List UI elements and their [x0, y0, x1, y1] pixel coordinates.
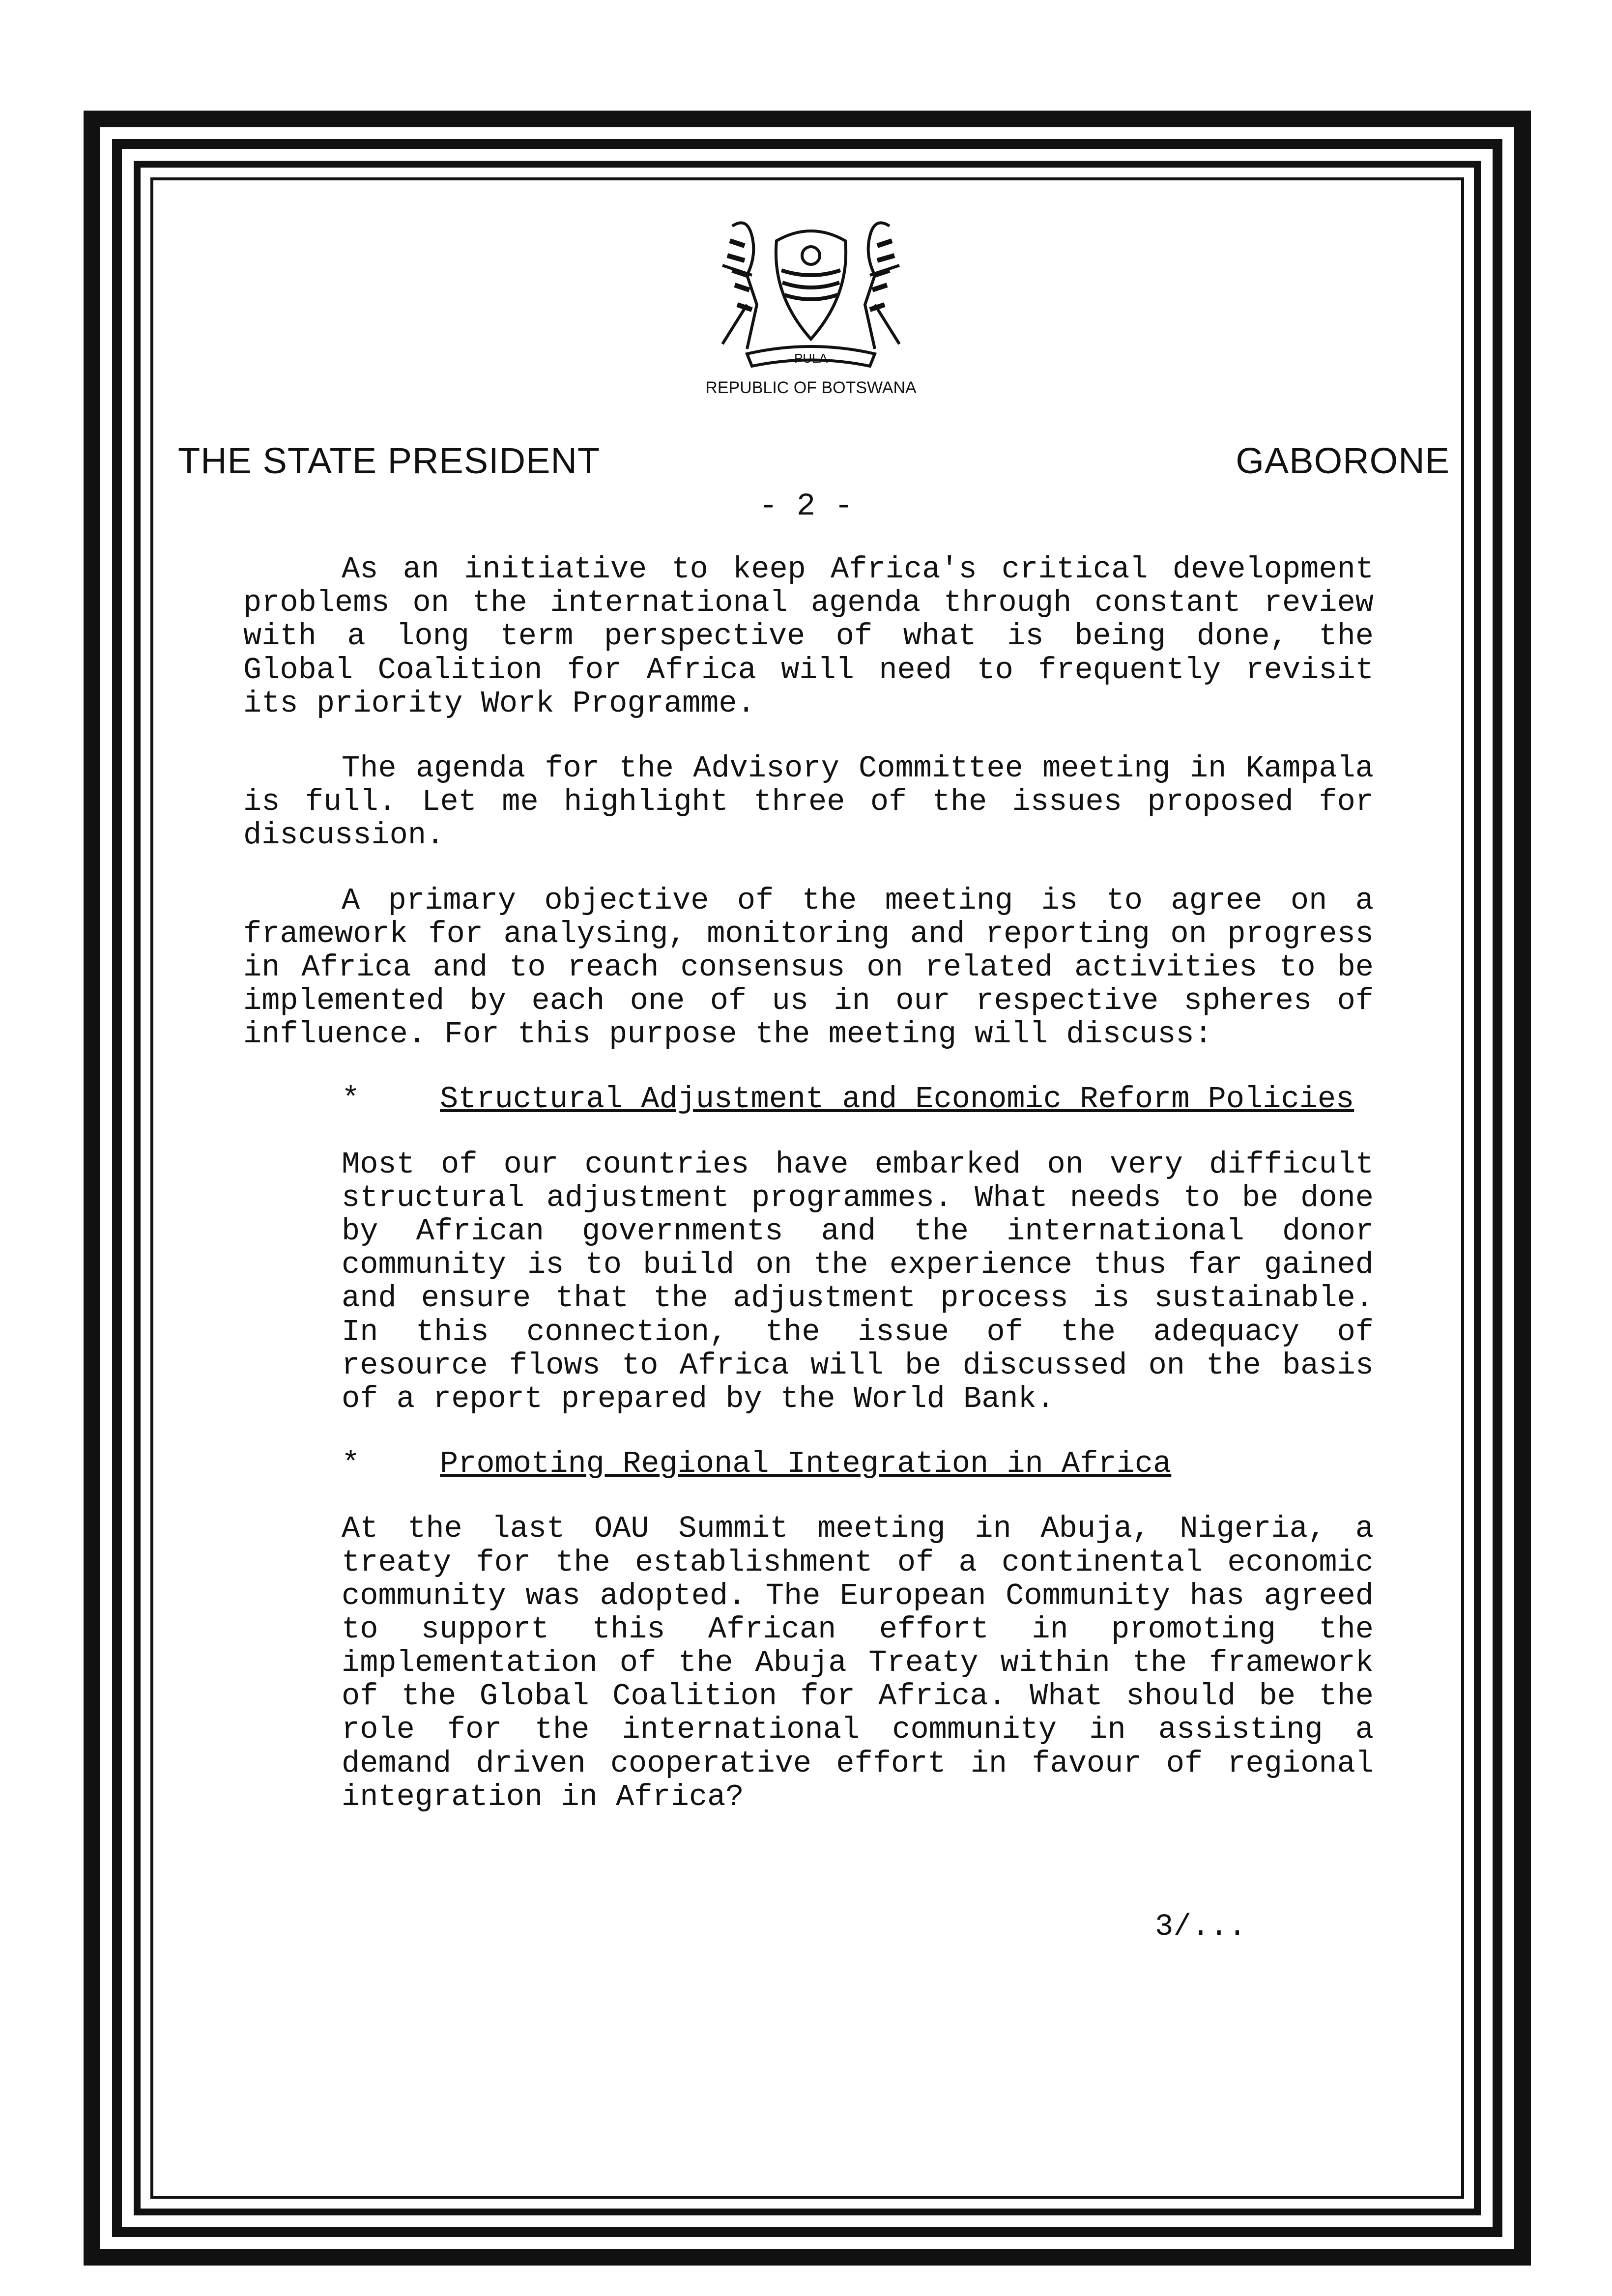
- paragraph: The agenda for the Advisory Committee meeting in Kampala is full. Let me highlight three of the issues proposed for discussion.: [243, 750, 1374, 853]
- paragraph: As an initiative to keep Africa's critical development problems on the international agenda through constant review with a long term perspective of what is being done, the Global Coalition for Africa will need to frequently revisit its priority Work Programme.: [243, 552, 1374, 721]
- bullet-heading-text: Promoting Regional Integration in Africa: [440, 1446, 1172, 1482]
- bullet-marker: *: [342, 1446, 360, 1482]
- svg-text:PULA: PULA: [794, 351, 828, 366]
- bullet-heading-text: Structural Adjustment and Economic Reform Policies: [440, 1082, 1354, 1117]
- bullet-marker: *: [342, 1082, 360, 1117]
- bullet-heading: [342, 1083, 1374, 1116]
- header-title: THE STATE PRESIDENT: [178, 440, 601, 481]
- paragraph: A primary objective of the meeting is to agree on a framework for analysing, monitoring and reporting on progress in Africa and to reach consensus on related activities to be implemented by each one of us in our respective spheres of influence. For this purpose the meeting will discuss:: [243, 883, 1374, 1052]
- seal-caption: REPUBLIC OF BOTSWANA: [705, 378, 917, 397]
- page-number: - 2 -: [758, 489, 854, 524]
- header-location: GABORONE: [1236, 440, 1450, 481]
- bullet-heading: [342, 1447, 1374, 1481]
- continued-marker: 3/...: [1155, 1909, 1247, 1944]
- bullet-paragraph: Most of our countries have embarked on very difficult structural adjustment programmes. What needs to be done by African governments and the international donor community is to build on the experience thus far gained and ensure that the adjustment process is sustainable. In this connection, the issue of the adequacy of resource flows to Africa will be discussed on the basis of a report prepared by the World Bank.: [342, 1147, 1374, 1416]
- bullet-paragraph: At the last OAU Summit meeting in Abuja, Nigeria, a treaty for the establishment of a continental economic community was adopted. The European Community has agreed to support this African effort in promoting the implementation of the Abuja Treaty within the framework of the Global Coalition for Africa. What should be the role for the international community in assisting a demand driven cooperative effort in favour of regional integration in Africa?: [342, 1511, 1374, 1814]
- letter-body: [243, 553, 1374, 1814]
